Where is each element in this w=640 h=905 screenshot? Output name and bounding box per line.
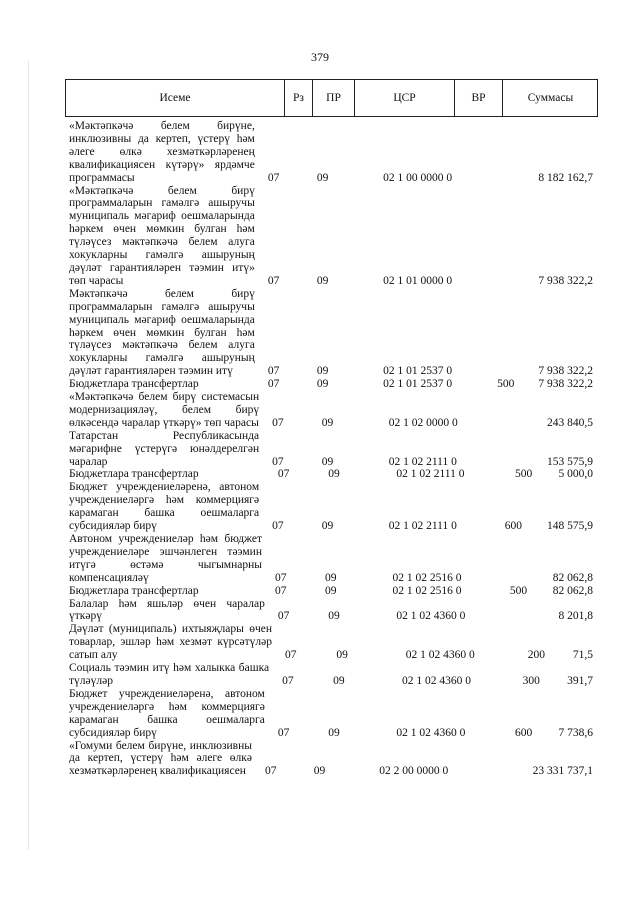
row-name: Бюджетлара трансфертлар bbox=[69, 378, 199, 391]
row-vr: 300 bbox=[522, 674, 540, 687]
row-vr: 200 bbox=[527, 649, 546, 662]
row-rz: 07 bbox=[277, 726, 290, 739]
header-csr: ЦСР bbox=[354, 80, 454, 116]
row-pr: 09 bbox=[328, 468, 340, 481]
row-csr: 02 1 02 2111 0 bbox=[388, 455, 457, 468]
row-pr: 09 bbox=[321, 416, 334, 429]
row-csr: 02 1 02 4360 0 bbox=[396, 610, 466, 623]
row-sum: 7 738,6 bbox=[558, 726, 593, 739]
table-row bbox=[69, 662, 599, 688]
row-pr: 09 bbox=[316, 171, 329, 184]
row-name: «Мәктәпкәчә белем бирү программаларын гамәлгә ашыручы муниципаль мәгариф оешмаларында һәркем өчен мөмкин булган һәм түләүсез мәктәпкәчә белем алуга хокукларны гамәлгә ашыруның дәүләт гарантияләрен тәэмин итү» төп чарасы bbox=[69, 184, 255, 287]
header-pr: ПР bbox=[312, 80, 354, 116]
row-pr: 09 bbox=[336, 649, 348, 662]
table-row bbox=[69, 688, 599, 740]
row-sum: 8 201,8 bbox=[558, 610, 593, 623]
row-sum: 7 938 322,2 bbox=[538, 378, 594, 391]
row-sum: 8 182 162,7 bbox=[538, 171, 594, 184]
row-vr: 500 bbox=[497, 378, 515, 391]
row-rz: 07 bbox=[277, 468, 290, 481]
row-vr: 600 bbox=[504, 520, 522, 533]
row-name: Социаль тәэмин итү һәм халыкка башка түләүләр bbox=[69, 662, 270, 687]
row-rz: 07 bbox=[272, 520, 284, 533]
table-row bbox=[69, 120, 599, 185]
row-sum: 148 575,9 bbox=[547, 520, 593, 533]
row-vr: 500 bbox=[514, 468, 533, 481]
row-rz: 07 bbox=[267, 378, 280, 391]
row-pr: 09 bbox=[325, 571, 337, 584]
table-row bbox=[69, 533, 599, 585]
header-name: Исеме bbox=[159, 92, 191, 104]
row-name: «Мәктәпкәчә белем бирү системасын модернизацияләү, белем бирү өлкәсендә чаралар үткәрү» төп чарасы bbox=[69, 391, 260, 429]
row-sum: 23 331 737,1 bbox=[532, 765, 593, 778]
table-row bbox=[69, 391, 599, 430]
row-rz: 07 bbox=[272, 416, 284, 429]
row-rz: 07 bbox=[267, 365, 280, 378]
page-number: 379 bbox=[311, 50, 329, 64]
row-sum: 391,7 bbox=[567, 674, 593, 687]
row-csr: 02 1 02 2516 0 bbox=[392, 571, 462, 584]
row-name: Балалар һәм яшьләр өчен чаралар үткәрү bbox=[69, 597, 265, 623]
table-row bbox=[69, 185, 599, 288]
table-row bbox=[69, 430, 599, 469]
table-row bbox=[69, 481, 599, 533]
row-sum: 7 938 322,2 bbox=[538, 365, 594, 378]
row-sum: 5 000,0 bbox=[558, 468, 593, 481]
row-name: Дәүләт (муниципаль) ихтыяҗлары өчен товарлар, эшләр һәм хезмәт күрсәтүләр сатып алу bbox=[69, 623, 272, 662]
row-pr: 09 bbox=[313, 765, 326, 778]
row-sum: 243 840,5 bbox=[547, 416, 593, 429]
row-pr: 09 bbox=[316, 378, 329, 391]
row-pr: 09 bbox=[316, 365, 329, 378]
table-row bbox=[69, 468, 599, 481]
row-pr: 09 bbox=[316, 274, 329, 287]
row-pr: 09 bbox=[321, 455, 334, 468]
row-name: Бюджет учреждениеләренә, автоном учреждениеләргә һәм коммерциягә карамаган башка оешмаларга субсидияләр бирү bbox=[69, 687, 265, 739]
row-rz: 07 bbox=[274, 584, 287, 597]
row-csr: 02 1 01 2537 0 bbox=[383, 365, 453, 378]
row-rz: 07 bbox=[272, 455, 284, 468]
row-name: Татарстан Республикасында мәгарифне үстерүгә юнәлдерелгән чаралар bbox=[69, 429, 260, 468]
header-sum: Суммасы bbox=[502, 80, 598, 116]
row-name: Бюджет учреждениеләренә, автоном учреждениеләргә һәм коммерциягә карамаган башка оешмаларга субсидияләр бирү bbox=[69, 481, 260, 533]
row-pr: 09 bbox=[325, 584, 337, 597]
row-rz: 07 bbox=[282, 674, 294, 687]
row-vr: 500 bbox=[509, 584, 528, 597]
row-rz: 07 bbox=[264, 765, 277, 778]
row-csr: 02 1 02 2516 0 bbox=[392, 584, 462, 597]
row-csr: 02 2 00 0000 0 bbox=[379, 765, 449, 778]
row-sum: 82 062,8 bbox=[552, 584, 594, 597]
header-vr: ВР bbox=[454, 80, 502, 116]
row-csr: 02 1 02 0000 0 bbox=[388, 416, 458, 429]
table-row bbox=[69, 598, 599, 624]
table-header bbox=[65, 79, 598, 117]
table-row bbox=[69, 378, 599, 391]
header-rz: Рз bbox=[284, 80, 312, 116]
row-rz: 07 bbox=[267, 274, 280, 287]
row-sum: 7 938 322,2 bbox=[538, 274, 594, 287]
row-rz: 07 bbox=[277, 610, 290, 623]
row-rz: 07 bbox=[285, 649, 297, 662]
row-vr: 600 bbox=[514, 726, 533, 739]
table-body bbox=[69, 120, 599, 778]
row-csr: 02 1 01 2537 0 bbox=[383, 378, 453, 391]
row-sum: 153 575,9 bbox=[547, 455, 593, 468]
table-row bbox=[69, 623, 599, 662]
row-csr: 02 1 01 0000 0 bbox=[383, 274, 453, 287]
row-pr: 09 bbox=[333, 674, 345, 687]
row-pr: 09 bbox=[328, 610, 340, 623]
row-csr: 02 1 02 2111 0 bbox=[388, 520, 457, 533]
row-csr: 02 1 02 4360 0 bbox=[396, 726, 466, 739]
row-csr: 02 1 02 4360 0 bbox=[405, 649, 475, 662]
row-sum: 71,5 bbox=[572, 649, 593, 662]
table-row bbox=[69, 585, 599, 598]
row-name: Бюджетлара трансфертлар bbox=[69, 468, 199, 481]
row-name: Мәктәпкәчә белем бирү программаларын гамәлгә ашыручы муниципаль мәгариф оешмаларында һәркем өчен мөмкин булган һәм түләүсез мәктәпкәчә белем алуга хокукларны гамәлгә ашыруның дәүләт гарантияләрен тәэмин итү bbox=[69, 287, 255, 378]
scan-margin-line bbox=[28, 60, 29, 850]
table-row bbox=[69, 740, 599, 779]
row-name: «Мәктәпкәчә белем бирүне, инклюзивны да кертеп, үстерү һәм әлеге өлкә хезмәткәрләренең квалификациясен күтәрү» ярдәмче программасы bbox=[69, 120, 255, 184]
row-pr: 09 bbox=[321, 520, 334, 533]
row-name: Автоном учреждениеләр һәм бюджет учреждениеләре эшчәнлеген тәэмин итүгә өстәмә чыгымнарны компенсацияләү bbox=[69, 533, 262, 584]
row-csr: 02 1 00 0000 0 bbox=[383, 171, 453, 184]
row-name: Бюджетлара трансфертлар bbox=[69, 584, 199, 597]
row-rz: 07 bbox=[267, 171, 280, 184]
table-row bbox=[69, 288, 599, 378]
row-pr: 09 bbox=[328, 726, 340, 739]
row-csr: 02 1 02 2111 0 bbox=[396, 468, 465, 481]
row-sum: 82 062,8 bbox=[552, 571, 594, 584]
row-rz: 07 bbox=[274, 571, 287, 584]
row-name: «Гомуми белем бирүне, инклюзивны да кертеп, үстерү һәм әлеге өлкә хезмәткәрләренең квалификациясен bbox=[69, 739, 252, 778]
row-csr: 02 1 02 4360 0 bbox=[402, 674, 471, 687]
